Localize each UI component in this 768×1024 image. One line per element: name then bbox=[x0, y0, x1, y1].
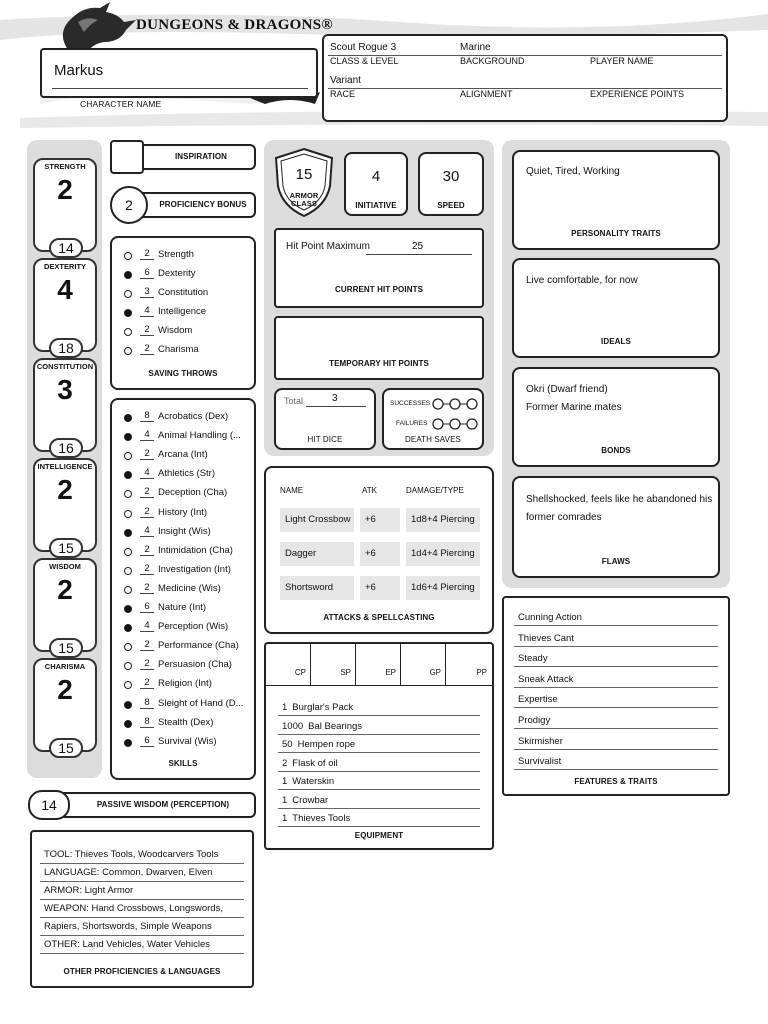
feature-item[interactable]: Steady bbox=[514, 647, 718, 667]
skill-row[interactable] bbox=[112, 695, 254, 714]
successes-label: SUCCESSES bbox=[390, 400, 431, 407]
proficiency-dot-icon[interactable] bbox=[124, 662, 132, 670]
ideals-label: IDEALS bbox=[601, 337, 631, 346]
proficiency-line[interactable]: LANGUAGE: Common, Dwarven, Elven bbox=[40, 864, 244, 882]
equipment-qty: 1000 bbox=[282, 720, 304, 732]
hit-dice-label: HIT DICE bbox=[307, 435, 343, 444]
skill-row[interactable] bbox=[112, 484, 254, 503]
saving-throw-row[interactable] bbox=[112, 303, 254, 322]
skill-row[interactable] bbox=[112, 561, 254, 580]
proficiency-dot-icon[interactable] bbox=[124, 529, 132, 537]
row-label: Dexterity bbox=[158, 268, 196, 279]
passive-perception-value[interactable]: 14 bbox=[28, 790, 70, 820]
ability-box-charisma bbox=[33, 658, 97, 756]
proficiency-dot-icon[interactable] bbox=[124, 252, 132, 260]
character-name-underline bbox=[52, 88, 308, 89]
equipment-qty: 2 bbox=[282, 757, 288, 769]
currency-label: SP bbox=[340, 668, 351, 677]
proficiency-dot-icon[interactable] bbox=[124, 490, 132, 498]
skill-row[interactable] bbox=[112, 599, 254, 618]
proficiency-dot-icon[interactable] bbox=[124, 586, 132, 594]
modifier-value[interactable]: 2 bbox=[140, 658, 154, 670]
modifier-value[interactable]: 2 bbox=[140, 582, 154, 594]
modifier-value[interactable]: 4 bbox=[140, 429, 154, 441]
ability-modifier[interactable]: 2 bbox=[57, 674, 73, 705]
attack-damage[interactable]: 1d8+4 Piercing bbox=[406, 508, 480, 532]
proficiency-dot-icon[interactable] bbox=[124, 271, 132, 279]
ideals-box bbox=[512, 258, 720, 358]
saving-throws-box bbox=[110, 236, 256, 390]
ability-name: CONSTITUTION bbox=[36, 362, 94, 371]
failures-label: FAILURES bbox=[396, 420, 428, 427]
row-label: Nature (Int) bbox=[158, 602, 207, 613]
inspiration-box[interactable] bbox=[110, 140, 144, 174]
proficiency-bonus-label: PROFICIENCY BONUS bbox=[159, 200, 247, 209]
ability-name: CHARISMA bbox=[44, 662, 86, 671]
skill-row[interactable] bbox=[112, 714, 254, 733]
equipment-item[interactable] bbox=[278, 717, 480, 735]
ability-score[interactable]: 15 bbox=[49, 538, 83, 558]
character-name-label: CHARACTER NAME bbox=[80, 99, 162, 109]
attack-damage[interactable]: 1d6+4 Piercing bbox=[406, 576, 480, 600]
equipment-label: EQUIPMENT bbox=[354, 831, 404, 840]
hp-max-value[interactable]: 25 bbox=[412, 241, 424, 252]
skill-row[interactable] bbox=[112, 656, 254, 675]
attack-name[interactable]: Shortsword bbox=[280, 576, 354, 600]
modifier-value[interactable]: 2 bbox=[140, 343, 154, 355]
modifier-value[interactable]: 2 bbox=[140, 677, 154, 689]
saving-throw-row[interactable] bbox=[112, 322, 254, 341]
proficiency-dot-icon[interactable] bbox=[124, 328, 132, 336]
currency-cell-ep[interactable] bbox=[356, 644, 401, 686]
bonds-text-line2[interactable]: Former Marine mates bbox=[526, 402, 622, 413]
saving-throws-label: SAVING THROWS bbox=[148, 369, 218, 378]
feature-item[interactable]: Prodigy bbox=[514, 709, 718, 729]
speed-box bbox=[418, 152, 484, 216]
background-value[interactable]: Marine bbox=[460, 42, 491, 53]
currency-label: PP bbox=[476, 668, 487, 677]
initiative-label: INITIATIVE bbox=[355, 201, 397, 210]
passive-perception-label: PASSIVE WISDOM (PERCEPTION) bbox=[96, 800, 230, 809]
modifier-value[interactable]: 2 bbox=[140, 639, 154, 651]
modifier-value[interactable]: 4 bbox=[140, 525, 154, 537]
saving-throw-row[interactable] bbox=[112, 246, 254, 265]
feature-item[interactable]: Thieves Cant bbox=[514, 627, 718, 647]
proficiency-dot-icon[interactable] bbox=[124, 510, 132, 518]
row-label: Charisma bbox=[158, 344, 199, 355]
ability-score[interactable]: 16 bbox=[49, 438, 83, 458]
xp-label: EXPERIENCE POINTS bbox=[590, 89, 685, 99]
ability-modifier[interactable]: 2 bbox=[57, 574, 73, 605]
currency-label: EP bbox=[385, 668, 396, 677]
skills-box bbox=[110, 398, 256, 780]
proficiency-dot-icon[interactable] bbox=[124, 701, 132, 709]
proficiency-dot-icon[interactable] bbox=[124, 643, 132, 651]
feature-item[interactable]: Expertise bbox=[514, 688, 718, 708]
speed-value[interactable]: 30 bbox=[442, 168, 460, 185]
equipment-item[interactable] bbox=[278, 791, 480, 809]
row-label: Constitution bbox=[158, 287, 209, 298]
flaws-label: FLAWS bbox=[601, 557, 631, 566]
currency-label: GP bbox=[429, 668, 441, 677]
row-label: Intelligence bbox=[158, 306, 207, 317]
attack-bonus[interactable]: +6 bbox=[360, 542, 400, 566]
ability-box-constitution bbox=[33, 358, 97, 456]
skill-row[interactable] bbox=[112, 675, 254, 694]
currency-cell-sp[interactable] bbox=[311, 644, 356, 686]
ability-modifier[interactable]: 4 bbox=[57, 274, 73, 305]
initiative-box bbox=[344, 152, 408, 216]
hp-max-label: Hit Point Maximum bbox=[286, 241, 370, 252]
row-label: Intimidation (Cha) bbox=[158, 544, 233, 556]
skills-label: SKILLS bbox=[168, 759, 198, 768]
initiative-value[interactable]: 4 bbox=[371, 168, 381, 185]
equipment-name: Bal Bearings bbox=[308, 720, 363, 732]
row-label: Athletics (Str) bbox=[158, 468, 216, 480]
proficiency-dot-icon[interactable] bbox=[124, 720, 132, 728]
equipment-name: Thieves Tools bbox=[292, 813, 351, 824]
speed-label: SPEED bbox=[437, 201, 465, 210]
feature-item[interactable]: Cunning Action bbox=[514, 606, 718, 626]
attack-header-damage: DAMAGE/TYPE bbox=[406, 486, 464, 495]
skill-row[interactable] bbox=[112, 637, 254, 656]
skill-row[interactable] bbox=[112, 523, 254, 542]
skill-row[interactable] bbox=[112, 446, 254, 465]
equipment-item[interactable] bbox=[278, 754, 480, 772]
skill-row[interactable] bbox=[112, 618, 254, 637]
equipment-item[interactable] bbox=[278, 809, 480, 827]
class-level-value[interactable]: Scout Rogue 3 bbox=[330, 42, 397, 53]
currency-label: CP bbox=[294, 668, 306, 677]
proficiency-dot-icon[interactable] bbox=[124, 739, 132, 747]
proficiency-dot-icon[interactable] bbox=[124, 567, 132, 575]
ability-score[interactable]: 18 bbox=[49, 338, 83, 358]
modifier-value[interactable]: 4 bbox=[140, 467, 154, 479]
row-label: History (Int) bbox=[158, 506, 208, 518]
attack-name[interactable]: Light Crossbow bbox=[280, 508, 354, 532]
proficiency-dot-icon[interactable] bbox=[124, 452, 132, 460]
inspiration-label: INSPIRATION bbox=[174, 152, 228, 161]
ability-name: INTELLIGENCE bbox=[37, 462, 93, 471]
row-label: Survival (Wis) bbox=[158, 735, 217, 747]
proficiency-dot-icon[interactable] bbox=[124, 290, 132, 298]
ability-score[interactable]: 15 bbox=[49, 638, 83, 658]
temp-hp-box bbox=[274, 316, 484, 380]
header bbox=[0, 0, 768, 130]
attack-header-name: NAME bbox=[280, 486, 304, 495]
hit-dice-box bbox=[274, 388, 376, 450]
row-label: Perception (Wis) bbox=[158, 621, 229, 633]
equipment-qty: 1 bbox=[282, 776, 288, 787]
hit-dice-total-underline bbox=[306, 406, 366, 407]
modifier-value[interactable]: 8 bbox=[140, 697, 154, 709]
equipment-item[interactable] bbox=[278, 698, 480, 716]
other-proficiencies-box bbox=[30, 830, 254, 988]
proficiency-dot-icon[interactable] bbox=[124, 605, 132, 613]
proficiency-dot-icon[interactable] bbox=[124, 309, 132, 317]
row-label: Medicine (Wis) bbox=[158, 582, 221, 594]
modifier-value[interactable]: 4 bbox=[140, 620, 154, 632]
character-name-value: Markus bbox=[54, 62, 104, 79]
modifier-value[interactable]: 6 bbox=[140, 601, 154, 613]
feature-item[interactable]: Sneak Attack bbox=[514, 668, 718, 688]
race-value[interactable]: Variant bbox=[330, 75, 361, 86]
proficiency-dot-icon[interactable] bbox=[124, 414, 132, 422]
skill-row[interactable] bbox=[112, 504, 254, 523]
row-label: Deception (Cha) bbox=[158, 487, 228, 499]
ideals-text[interactable]: Live comfortable, for now bbox=[526, 275, 638, 286]
feature-item[interactable]: Skirmisher bbox=[514, 730, 718, 750]
proficiency-line[interactable]: ARMOR: Light Armor bbox=[40, 882, 244, 900]
row-label: Strength bbox=[158, 249, 194, 260]
equipment-item[interactable] bbox=[278, 772, 480, 790]
failure-checkboxes-icon[interactable] bbox=[431, 417, 479, 431]
game-logo: DUNGEONS & DRAGONS® bbox=[136, 17, 333, 33]
attacks-box bbox=[264, 466, 494, 634]
equipment-name: Hempen rope bbox=[297, 739, 356, 750]
ability-score[interactable]: 14 bbox=[49, 238, 83, 258]
equipment-item[interactable] bbox=[278, 735, 480, 753]
personality-traits-text[interactable]: Quiet, Tired, Working bbox=[526, 166, 620, 177]
skill-row[interactable] bbox=[112, 580, 254, 599]
row-label: Investigation (Int) bbox=[158, 563, 231, 575]
equipment-name: Crowbar bbox=[292, 794, 329, 806]
skill-row[interactable] bbox=[112, 408, 254, 427]
saving-throw-row[interactable] bbox=[112, 341, 254, 360]
attack-name[interactable]: Dagger bbox=[280, 542, 354, 566]
proficiency-line[interactable]: WEAPON: Hand Crossbows, Longswords, bbox=[40, 900, 244, 918]
skill-row[interactable] bbox=[112, 733, 254, 752]
row-label: Insight (Wis) bbox=[158, 525, 211, 537]
ability-box-wisdom bbox=[33, 558, 97, 656]
equipment-name: Burglar's Pack bbox=[292, 702, 354, 713]
saving-throw-row[interactable] bbox=[112, 265, 254, 284]
modifier-value[interactable]: 8 bbox=[140, 716, 154, 728]
currency-cell-cp[interactable] bbox=[266, 644, 311, 686]
currency-row bbox=[266, 644, 492, 686]
ability-modifier[interactable]: 2 bbox=[57, 474, 73, 505]
bonds-label: BONDS bbox=[601, 446, 631, 455]
proficiency-line[interactable]: Rapiers, Shortswords, Simple Weapons bbox=[40, 918, 244, 936]
ability-name: STRENGTH bbox=[44, 162, 86, 171]
proficiency-dot-icon[interactable] bbox=[124, 471, 132, 479]
currency-cell-gp[interactable] bbox=[401, 644, 446, 686]
modifier-value[interactable]: 6 bbox=[140, 267, 154, 279]
skill-row[interactable] bbox=[112, 542, 254, 561]
ability-box-strength bbox=[33, 158, 97, 256]
bonds-text-line1[interactable]: Okri (Dwarf friend) bbox=[526, 384, 608, 395]
attack-damage[interactable]: 1d4+4 Piercing bbox=[406, 542, 480, 566]
flaws-text-line1[interactable]: Shellshocked, feels like he abandoned his bbox=[526, 494, 713, 505]
current-hp-box bbox=[274, 228, 484, 308]
modifier-value[interactable]: 6 bbox=[140, 735, 154, 747]
modifier-value[interactable]: 2 bbox=[140, 248, 154, 260]
flaws-box bbox=[512, 476, 720, 578]
attacks-label: ATTACKS & SPELLCASTING bbox=[323, 613, 435, 622]
modifier-value[interactable]: 2 bbox=[140, 506, 154, 518]
player-name-label: PLAYER NAME bbox=[590, 56, 654, 66]
modifier-value[interactable]: 2 bbox=[140, 448, 154, 460]
modifier-value[interactable]: 8 bbox=[140, 410, 154, 422]
modifier-value[interactable]: 2 bbox=[140, 544, 154, 556]
skill-row[interactable] bbox=[112, 427, 254, 446]
dragon-logo-icon bbox=[48, 2, 138, 54]
armor-class-label: ARMOR CLASS bbox=[289, 191, 319, 208]
equipment-qty: 1 bbox=[282, 813, 288, 824]
attack-bonus[interactable]: +6 bbox=[360, 508, 400, 532]
modifier-value[interactable]: 2 bbox=[140, 486, 154, 498]
modifier-value[interactable]: 3 bbox=[140, 286, 154, 298]
temp-hp-label: TEMPORARY HIT POINTS bbox=[329, 359, 429, 368]
equipment-name: Flask of oil bbox=[292, 757, 338, 769]
current-hp-label: CURRENT HIT POINTS bbox=[334, 285, 424, 294]
class-level-label: CLASS & LEVEL bbox=[330, 56, 399, 66]
row-label: Animal Handling (... bbox=[158, 430, 241, 442]
death-saves-label: DEATH SAVES bbox=[405, 435, 461, 444]
death-saves-box bbox=[382, 388, 484, 450]
ability-name: WISDOM bbox=[49, 562, 81, 571]
alignment-label: ALIGNMENT bbox=[460, 89, 513, 99]
proficiency-dot-icon[interactable] bbox=[124, 624, 132, 632]
proficiency-line[interactable]: TOOL: Thieves Tools, Woodcarvers Tools bbox=[40, 846, 244, 864]
row-label: Sleight of Hand (D... bbox=[158, 697, 244, 709]
modifier-value[interactable]: 2 bbox=[140, 563, 154, 575]
proficiency-dot-icon[interactable] bbox=[124, 681, 132, 689]
row-label: Persuasion (Cha) bbox=[158, 659, 232, 671]
row-label: Arcana (Int) bbox=[158, 449, 208, 461]
armor-class-value[interactable]: 15 bbox=[295, 166, 313, 183]
proficiency-dot-icon[interactable] bbox=[124, 548, 132, 556]
race-label: RACE bbox=[330, 89, 356, 99]
proficiency-dot-icon[interactable] bbox=[124, 347, 132, 355]
saving-throw-row[interactable] bbox=[112, 284, 254, 303]
row-label: Stealth (Dex) bbox=[158, 716, 214, 728]
hp-max-underline bbox=[366, 254, 472, 255]
ability-modifier[interactable]: 3 bbox=[57, 374, 73, 405]
proficiency-dot-icon[interactable] bbox=[124, 433, 132, 441]
ability-box-intelligence bbox=[33, 458, 97, 556]
equipment-qty: 1 bbox=[282, 702, 288, 713]
equipment-qty: 50 bbox=[282, 739, 293, 750]
equipment-name: Waterskin bbox=[292, 776, 335, 787]
attack-bonus[interactable]: +6 bbox=[360, 576, 400, 600]
bonds-box bbox=[512, 367, 720, 467]
currency-cell-pp[interactable] bbox=[446, 644, 491, 686]
personality-traits-box bbox=[512, 150, 720, 250]
flaws-text-line2[interactable]: former comrades bbox=[526, 512, 602, 523]
background-label: BACKGROUND bbox=[460, 56, 525, 66]
attack-header-atk: ATK bbox=[362, 486, 377, 495]
proficiency-bonus-circle[interactable]: 2 bbox=[110, 186, 148, 224]
other-proficiencies-label: OTHER PROFICIENCIES & LANGUAGES bbox=[63, 967, 221, 976]
skill-row[interactable] bbox=[112, 465, 254, 484]
row-label: Wisdom bbox=[158, 325, 193, 336]
modifier-value[interactable]: 4 bbox=[140, 305, 154, 317]
row-label: Acrobatics (Dex) bbox=[158, 411, 229, 422]
features-traits-label: FEATURES & TRAITS bbox=[574, 777, 658, 786]
equipment-box bbox=[264, 642, 494, 850]
ability-name: DEXTERITY bbox=[43, 262, 87, 271]
features-traits-box bbox=[502, 596, 730, 796]
equipment-qty: 1 bbox=[282, 794, 288, 806]
proficiency-line[interactable]: OTHER: Land Vehicles, Water Vehicles bbox=[40, 936, 244, 954]
success-checkboxes-icon[interactable] bbox=[431, 397, 479, 411]
feature-item[interactable]: Survivalist bbox=[514, 750, 718, 770]
hit-dice-total-value[interactable]: 3 bbox=[332, 393, 338, 404]
ability-score[interactable]: 15 bbox=[49, 738, 83, 758]
row-label: Religion (Int) bbox=[158, 678, 212, 690]
ability-box-dexterity bbox=[33, 258, 97, 356]
row-label: Performance (Cha) bbox=[158, 640, 239, 652]
hit-dice-total-label: Total bbox=[284, 396, 304, 406]
modifier-value[interactable]: 2 bbox=[140, 324, 154, 336]
personality-traits-label: PERSONALITY TRAITS bbox=[571, 229, 661, 238]
ability-modifier[interactable]: 2 bbox=[57, 174, 73, 205]
